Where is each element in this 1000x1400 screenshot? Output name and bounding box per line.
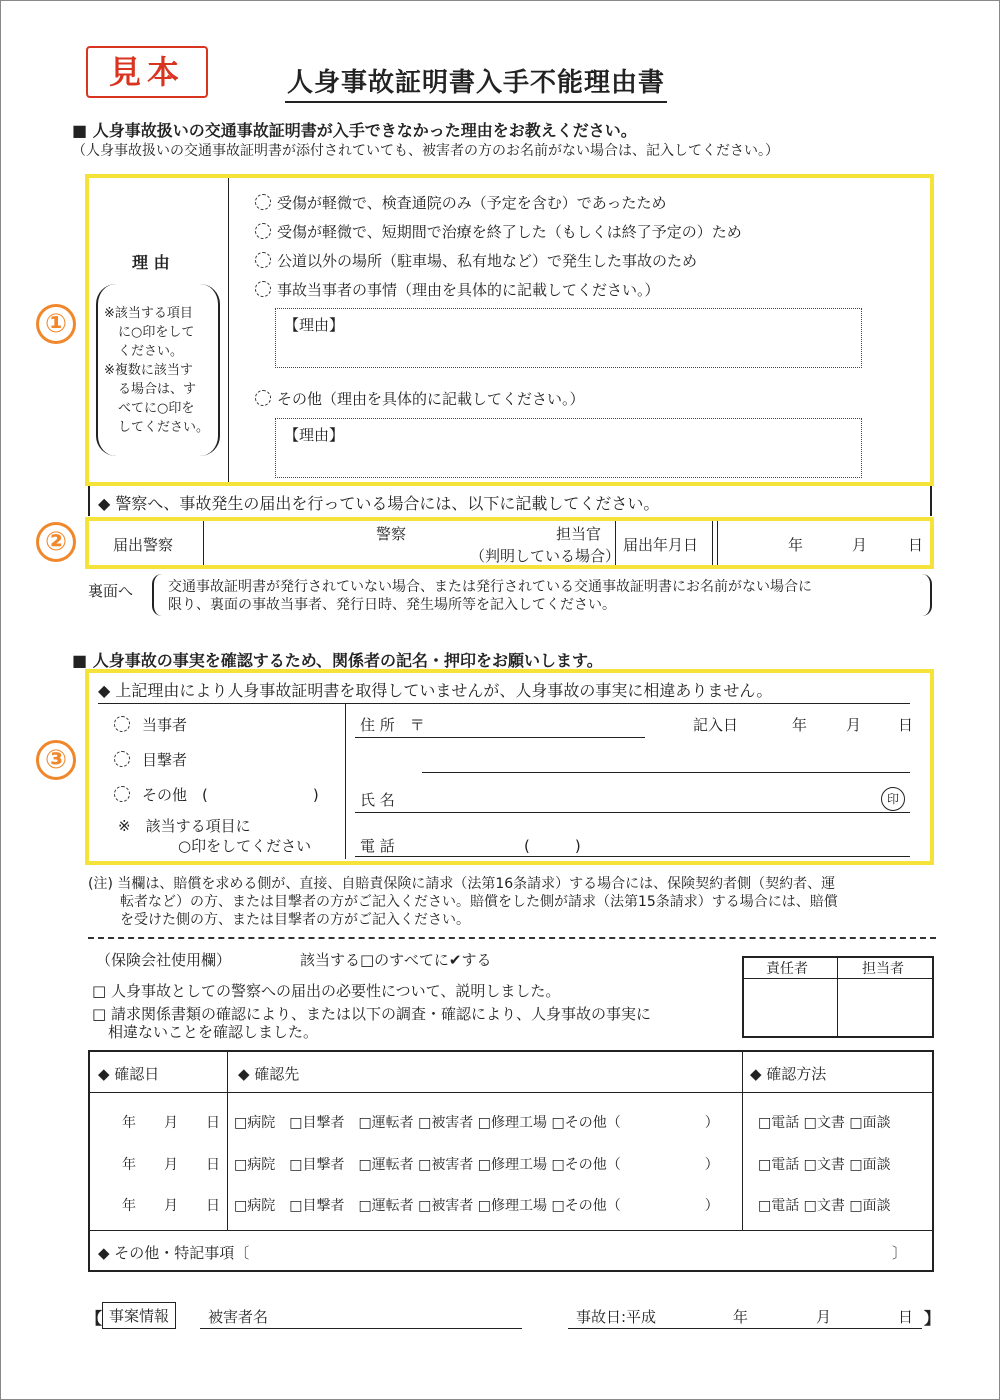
cut-line <box>88 937 936 939</box>
victim-name-label: 被害者名 <box>208 1308 269 1326</box>
entry-month: 月 <box>846 716 862 734</box>
reason-option-5[interactable]: その他（理由を具体的に記載してください。） <box>255 388 585 409</box>
phone-label: 電 話 <box>360 837 395 855</box>
option-circle-icon[interactable] <box>255 390 271 406</box>
instruction-line: ※該当する項目 <box>104 306 193 321</box>
col-target-header: ◆ 確認先 <box>238 1065 300 1083</box>
entry-date-label: 記入日 <box>693 716 739 734</box>
accident-date-line[interactable] <box>568 1328 922 1329</box>
victim-name-line[interactable] <box>200 1328 522 1329</box>
accident-month: 月 <box>816 1308 832 1326</box>
accident-year: 年 <box>733 1308 749 1326</box>
reason-label: 理 由 <box>132 253 170 272</box>
marker-3: ③ <box>36 740 76 780</box>
police-divider-1 <box>203 521 204 565</box>
insurer-label: （保険会社使用欄） <box>96 951 232 969</box>
option-circle-icon[interactable] <box>255 252 271 268</box>
section1-note: （人身事故扱いの交通事故証明書が添付されていても、被害者の方のお名前がない場合は、記入してください。） <box>72 143 779 159</box>
address-label: 住 所 〒 <box>360 716 425 734</box>
check-instruction: 該当する□のすべてに✔する <box>300 951 492 969</box>
report-year: 年 <box>788 536 804 554</box>
confirm-targets-2[interactable]: □病院 □目撃者 □運転者 □被害者 □修理工場 □その他（ ） <box>234 1157 719 1173</box>
instruction-line: ください。 <box>118 344 184 359</box>
case-info-label: 事案情報 <box>102 1302 176 1329</box>
reason-option-2[interactable]: 受傷が軽微で、短期間で治療を終了した（もしくは終了予定の）ため <box>255 221 742 242</box>
reason-box-label: 【理由】 <box>284 426 345 444</box>
reason-option-4[interactable]: 事故当事者の事情（理由を具体的に記載してください。） <box>255 279 660 300</box>
police-divider-3 <box>712 521 713 565</box>
instruction-note <box>104 304 216 437</box>
party-option-2[interactable]: 目撃者 <box>114 749 187 770</box>
insurer-check-2[interactable]: □ 請求関係書類の確認により、または以下の調査・確認により、人身事故の事実に <box>92 1005 651 1023</box>
back-note-line: 限り、裏面の事故当事者、発行日時、発生場所等を記入してください。 <box>168 597 616 613</box>
police-label: 届出警察 <box>113 536 174 554</box>
report-day: 日 <box>908 536 924 554</box>
confirm-targets-1[interactable]: □病院 □目撃者 □運転者 □被害者 □修理工場 □その他（ ） <box>234 1115 719 1131</box>
instruction-line: ※複数に該当す <box>104 363 193 378</box>
confirm-header-line <box>89 1092 933 1093</box>
back-note-line: 交通事故証明書が発行されていない場合、または発行されている交通事故証明書にお名前がない場合に <box>168 579 812 595</box>
col-method-header: ◆ 確認方法 <box>750 1065 827 1083</box>
back-note-text <box>168 578 812 614</box>
in-charge-label: 担当者 <box>862 961 904 977</box>
name-line[interactable] <box>355 812 910 813</box>
confirm-footer-line <box>89 1230 933 1231</box>
footnote-line: 転者など）の方、または目撃者の方がご記入ください。賠償をした側が請求（法第15条請求）する場合には、賠償 <box>120 894 838 910</box>
col-date-header: ◆ 確認日 <box>98 1065 160 1083</box>
statement-underline <box>98 703 910 704</box>
accident-date-label: 事故日:平成 <box>576 1308 657 1326</box>
officer-note: （判明している場合） <box>470 547 621 565</box>
accident-day: 日 <box>898 1308 914 1326</box>
case-info-close: 】 <box>924 1309 941 1328</box>
reason-divider <box>228 178 229 482</box>
instruction-line: に○印をして <box>118 325 195 340</box>
report-date-label: 届出年月日 <box>623 536 699 554</box>
sample-stamp: 見本 <box>86 46 208 98</box>
confirm-methods-3[interactable]: □電話 □文書 □面談 <box>758 1198 891 1214</box>
footnote-line: を受けた側の方、または目撃者の方がご記入ください。 <box>120 912 470 928</box>
confirm-date-1: 年 月 日 <box>122 1115 220 1131</box>
confirm-date-2: 年 月 日 <box>122 1157 220 1173</box>
entry-year: 年 <box>792 716 808 734</box>
option-circle-icon[interactable] <box>114 786 130 802</box>
other-remarks-close: 〕 <box>892 1244 908 1262</box>
insurer-check-1[interactable]: □ 人身事故としての警察への届出の必要性について、説明しました。 <box>92 982 561 1000</box>
marker-1: ① <box>36 304 76 344</box>
officer-label: 担当官 <box>556 525 602 543</box>
phone-line[interactable] <box>355 856 910 857</box>
party-note-2: ○印をしてください <box>178 837 312 855</box>
approval-divider <box>837 957 838 1037</box>
report-month: 月 <box>852 536 868 554</box>
party-option-1[interactable]: 当事者 <box>114 714 187 735</box>
police-divider-4 <box>717 521 718 565</box>
police-notice: ◆ 警察へ、事故発生の届出を行っている場合には、以下に記載してください。 <box>98 494 660 513</box>
option-circle-icon[interactable] <box>255 223 271 239</box>
address-line-2[interactable] <box>422 772 910 773</box>
document-title: 人身事故証明書入手不能理由書 <box>285 62 667 103</box>
footnote-line: (注) 当欄は、賠償を求める側が、直接、自賠責保険に請求（法第16条請求）する場合には、保険契約者側（契約者、運 <box>88 876 836 892</box>
seal-icon: 印 <box>881 787 905 811</box>
name-label: 氏 名 <box>360 791 395 809</box>
confirm-methods-1[interactable]: □電話 □文書 □面談 <box>758 1115 891 1131</box>
instruction-line: してください。 <box>118 420 210 435</box>
party-note-1: ※ 該当する項目に <box>118 817 251 835</box>
reason-text-box-1[interactable] <box>275 308 862 368</box>
option-circle-icon[interactable] <box>114 751 130 767</box>
phone-paren: ( ) <box>524 837 581 855</box>
insurer-check-2-cont: 相違ないことを確認しました。 <box>108 1023 319 1041</box>
marker-2: ② <box>36 522 76 562</box>
confirm-divider-2 <box>742 1051 743 1230</box>
reason-text-box-2[interactable] <box>275 418 862 478</box>
police-suffix: 警察 <box>376 525 407 543</box>
section3-heading: ■ 人身事故の事実を確認するため、関係者の記名・押印をお願いします。 <box>72 651 603 670</box>
confirm-date-3: 年 月 日 <box>122 1198 220 1214</box>
reason-box-label: 【理由】 <box>284 316 345 334</box>
instruction-line: る場合は、す <box>118 382 197 397</box>
other-remarks-label: ◆ その他・特記事項〔 <box>98 1244 250 1262</box>
confirm-divider-1 <box>227 1051 228 1230</box>
witness-statement: ◆ 上記理由により人身事故証明書を取得していませんが、人身事故の事実に相違ありません。 <box>98 681 773 700</box>
confirm-targets-3[interactable]: □病院 □目撃者 □運転者 □被害者 □修理工場 □その他（ ） <box>234 1198 719 1214</box>
back-note-label: 裏面へ <box>88 582 134 600</box>
witness-divider <box>345 703 346 859</box>
instruction-line: べてに○印を <box>118 401 195 416</box>
option-circle-icon[interactable] <box>114 716 130 732</box>
reason-option-1[interactable]: 受傷が軽微で、検査通院のみ（予定を含む）であったため <box>255 192 667 213</box>
party-option-3[interactable]: その他 ( ) <box>114 784 319 805</box>
option-circle-icon[interactable] <box>255 281 271 297</box>
confirm-methods-2[interactable]: □電話 □文書 □面談 <box>758 1157 891 1173</box>
section1-heading: ■ 人身事故扱いの交通事故証明書が入手できなかった理由をお教えください。 <box>72 121 637 140</box>
case-info-open: 【 <box>86 1309 103 1328</box>
reason-option-3[interactable]: 公道以外の場所（駐車場、私有地など）で発生した事故のため <box>255 250 697 271</box>
entry-day: 日 <box>898 716 914 734</box>
address-line-1[interactable] <box>355 737 645 738</box>
option-circle-icon[interactable] <box>255 194 271 210</box>
responsible-label: 責任者 <box>766 961 808 977</box>
footnote <box>88 875 838 929</box>
approval-header-line <box>743 978 933 979</box>
